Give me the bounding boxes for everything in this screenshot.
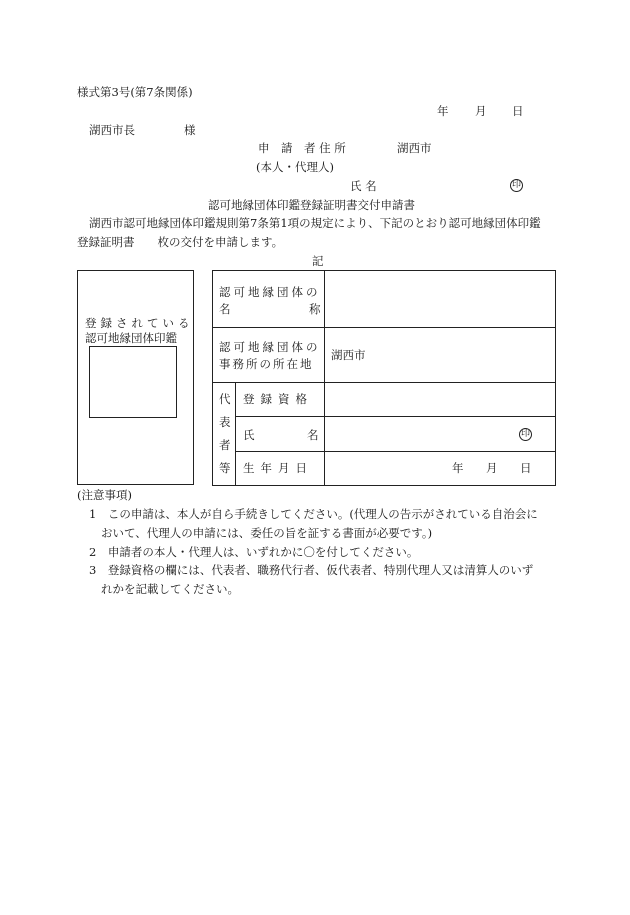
- table-row-divider: [235, 451, 556, 452]
- rep-name-label-surname: 氏: [243, 428, 255, 442]
- office-label-line2: 事務所の所在地: [219, 357, 314, 371]
- table-row-divider: [235, 416, 556, 417]
- seal-box-label-1: 登録されている: [85, 316, 194, 330]
- note-3-line-2: れかを記載してください。: [101, 582, 239, 596]
- table-column-divider: [324, 270, 325, 486]
- body-line-2: 登録証明書 枚の交付を申請します。: [77, 235, 284, 249]
- note-3-line-1: 3 登録資格の欄には、代表者、職務代行者、仮代表者、特別代理人又は清算人のいず: [89, 563, 534, 577]
- rep-seal-icon: 印: [520, 429, 530, 439]
- applicant-role: (本人・代理人): [256, 160, 334, 174]
- table-row-divider: [212, 327, 556, 328]
- date-month-label: 月: [475, 104, 487, 118]
- qualification-value-field[interactable]: [330, 392, 550, 408]
- note-1-line-2: おいて、代理人の申請には、委任の旨を証する書面が必要です。): [101, 526, 433, 540]
- birth-day-label: 日: [520, 461, 532, 475]
- rep-label-2: 表: [219, 415, 231, 429]
- rep-label-1: 代: [219, 392, 231, 406]
- office-label-line1: 認可地縁団体の: [219, 340, 321, 354]
- date-year-label: 年: [437, 104, 449, 118]
- rep-name-label-given: 名: [307, 428, 319, 442]
- document-title: 認可地縁団体印鑑登録証明書交付申請書: [208, 198, 415, 212]
- org-name-label-line1: 認可地縁団体の: [219, 285, 321, 299]
- notes-heading: (注意事項): [77, 488, 132, 502]
- birth-month-label: 月: [486, 461, 498, 475]
- applicant-address-value: 湖西市: [397, 141, 432, 155]
- rep-label-4: 等: [219, 461, 231, 475]
- org-name-value-field[interactable]: [330, 292, 550, 308]
- seal-box-label-2: 認可地縁団体印鑑: [85, 331, 177, 345]
- date-day-label: 日: [512, 104, 524, 118]
- applicant-seal-icon: 印: [511, 180, 521, 190]
- table-row-divider: [212, 382, 556, 383]
- note-2: 2 申請者の本人・代理人は、いずれかに〇を付してください。: [89, 545, 419, 559]
- birth-date-label: 生年月日: [243, 461, 313, 475]
- rep-label-3: 者: [219, 438, 231, 452]
- honorific: 様: [184, 123, 196, 137]
- form-number: 様式第3号(第7条関係): [77, 85, 193, 99]
- applicant-address-label: 申 請 者 住 所: [258, 141, 346, 155]
- applicant-name-label: 氏 名: [350, 179, 377, 193]
- note-1-line-1: 1 この申請は、本人が自ら手続きしてください。(代理人の告示がされている自治会に: [89, 507, 538, 521]
- ki-label: 記: [312, 254, 324, 268]
- seal-stamp-area: [89, 346, 177, 418]
- org-name-label-title: 称: [309, 302, 321, 316]
- birth-year-label: 年: [452, 461, 464, 475]
- qualification-label: 登録資格: [243, 392, 313, 406]
- rep-column-divider: [235, 382, 236, 486]
- body-line-1: 湖西市認可地縁団体印鑑規則第7条第1項の規定により、下記のとおり認可地縁団体印鑑: [89, 216, 541, 230]
- rep-name-value-field[interactable]: [330, 427, 510, 443]
- org-name-label-name: 名: [219, 302, 231, 316]
- addressee: 湖西市長: [89, 123, 135, 137]
- office-address-value[interactable]: 湖西市: [331, 348, 366, 362]
